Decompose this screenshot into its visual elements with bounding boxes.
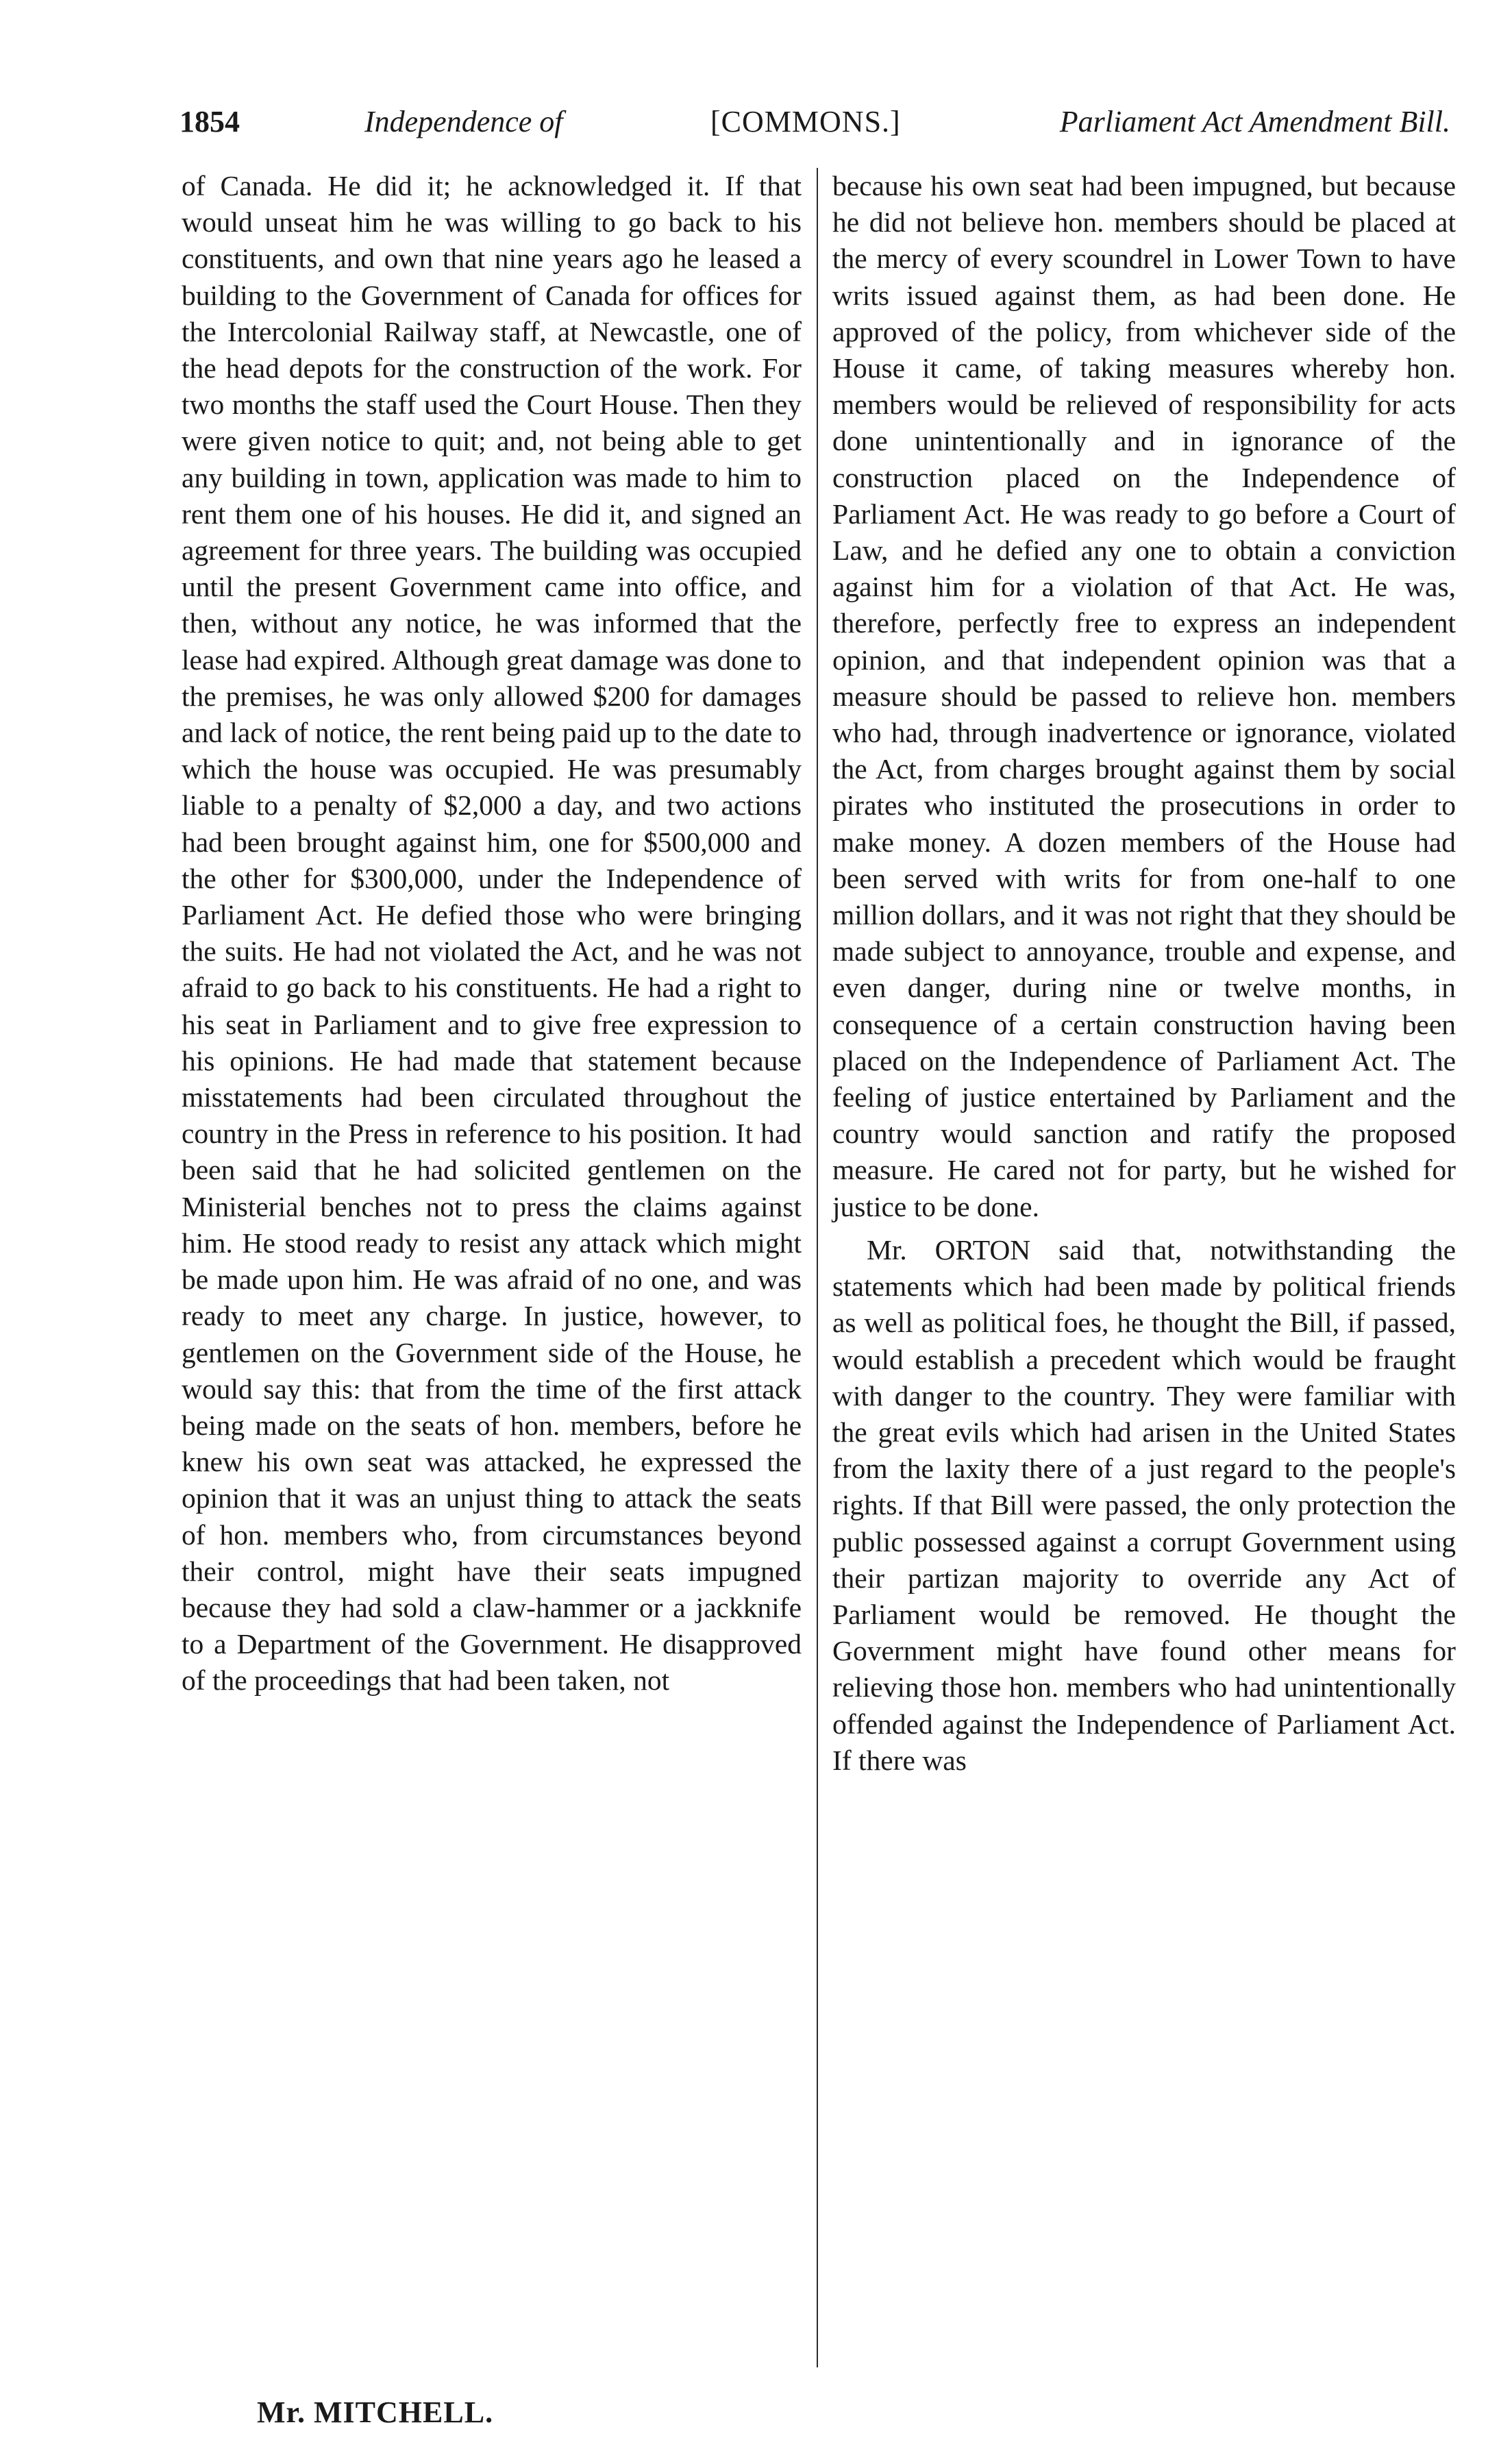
- speaker-footer: Mr. MITCHELL.: [257, 2395, 494, 2429]
- column-divider: [817, 168, 818, 2367]
- right-paragraph-2: Mr. ORTON said that, notwithstanding the statements which had been made by political friends as well as political foes, he thought the Bill, if passed, would establish a precedent which would be fraught with danger to the country. They were familiar with the great evils which had arisen in the United States from the laxity there of a just regard to the people's rights. If that Bill were passed, the only protection the public possessed against a corrupt Government using their partizan majority to override any Act of Parliament would be removed. He thought the Government might have found other means for relieving those hon. members who had unintentionally offended against the Independence of Parliament Act. If there was: [832, 1233, 1456, 1776]
- header-left-title: Independence of: [364, 105, 563, 138]
- header-house: [COMMONS.]: [710, 105, 901, 138]
- right-paragraph-1: because his own seat had been impugned, but because he did not believe hon. members should be placed at the mercy of every scoundrel in Lower Town to have writs issued against them, as had been done. He approved of the policy, from whichever side of the House it came, of taking measures whereby hon. members would be relieved of responsibility for acts done unintentionally and in ignorance of the construction placed on the Independence of Parliament Act. He was ready to go before a Court of Law, and he defied any one to obtain a conviction against him for a violation of that Act. He was, therefore, perfectly free to express an independent opinion, and that independent opinion was that a measure should be passed to relieve hon. members who had, through inadvertence or ignorance, violated the Act, from charges brought against them by social pirates who instituted the prosecutions in order to make money. A dozen members of the House had been served with writs for from one-half to one million dollars, and it was not right that they should be made subject to annoyance, trouble and expense, and even danger, during nine or twelve months, in consequence of a certain construction having been placed on the Independence of Parliament Act. The feeling of justice entertained by Parliament and the country would sanction and ratify the proposed measure. He cared not for party, but he wished for justice to be done.: [832, 170, 1456, 1222]
- running-header: [179, 101, 1450, 149]
- page-number: 1854: [179, 105, 240, 138]
- header-right-title: Parliament Act Amendment Bill.: [1059, 105, 1450, 138]
- right-column: [832, 168, 1456, 1779]
- left-paragraph: of Canada. He did it; he acknowledged it. If that would unseat him he was willing to go back to his constituents, and own that nine years ago he leased a building to the Government of Canada for offices for the Intercolonial Railway staff, at Newcastle, one of the head depots for the construction of the work. For two months the staff used the Court House. Then they were given notice to quit; and, not being able to get any building in town, application was made to him to rent them one of his houses. He did it, and signed an agreement for three years. The building was occupied until the present Government came into office, and then, without any notice, he was informed that the lease had expired. Although great damage was done to the premises, he was only allowed $200 for damages and lack of notice, the rent being paid up to the date to which the house was occupied. He was presumably liable to a penalty of $2,000 a day, and two actions had been brought against him, one for $500,000 and the other for $300,000, under the Independence of Parliament Act. He defied those who were bringing the suits. He had not violated the Act, and he was not afraid to go back to his constituents. He had a right to his seat in Parliament and to give free expression to his opinions. He had made that statement because misstatements had been circulated throughout the country in the Press in reference to his position. It had been said that he had solicited gentlemen on the Ministerial benches not to press the claims against him. He stood ready to resist any attack which might be made upon him. He was afraid of no one, and was ready to meet any charge. In justice, however, to gentlemen on the Government side of the House, he would say this: that from the time of the first attack being made on the seats of hon. members, before he knew his own seat was attacked, he expressed the opinion that it was an unjust thing to attack the seats of hon. members who, from circumstances beyond their control, might have their seats impugned because they had sold a claw-hammer or a jackknife to a Department of the Government. He disapproved of the proceedings that had been taken, not: [182, 170, 802, 1697]
- left-column: [182, 168, 802, 1699]
